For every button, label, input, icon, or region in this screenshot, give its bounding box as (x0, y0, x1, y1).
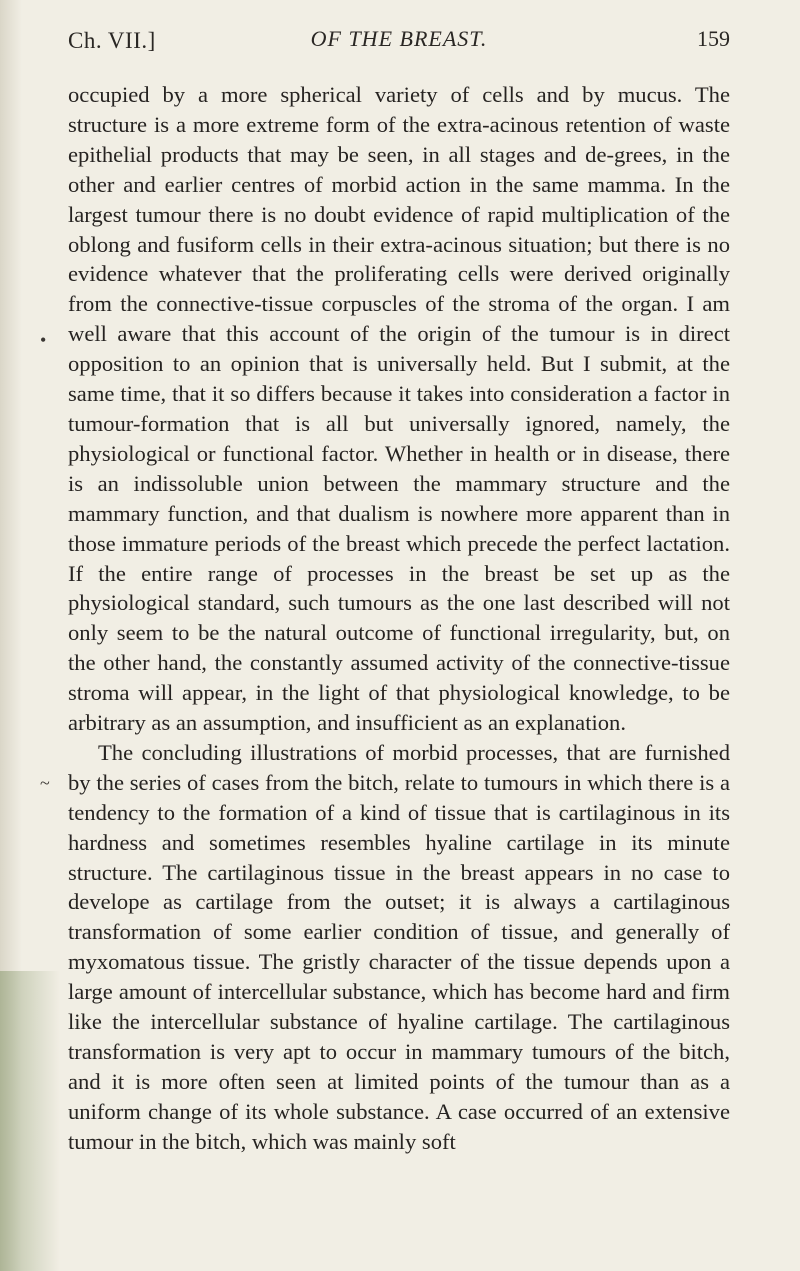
margin-tilde-mark: ~ (40, 773, 50, 793)
paragraph-cartilaginous-tumours: The concluding illustrations of morbid processes, that are furnished by the series of cases from the bitch, relate to tumours in which there is a tendency to the formation of a kind of tissue that is cartilaginous in its hardness and sometimes resembles hyaline cartilage in its minute structure. The cartilaginous tissue in the breast appears in no case to develope as cartilage from the outset; it is always a cartilaginous transformation of some earlier condition of tissue, and generally of myxomatous tissue. The gristly character of the tissue depends upon a large amount of intercellular substance, which has become hard and firm like the intercellular substance of hyaline cartilage. The cartilaginous transformation is very apt to occur in mammary tumours of the bitch, and it is more often seen at limited points of the tumour than as a uniform change of its whole substance. A case occurred of an extensive tumour in the bitch, which was mainly soft (68, 739, 730, 1154)
margin-dot-mark: • (40, 330, 47, 350)
page-number: 159 (697, 26, 730, 51)
chapter-reference: Ch. VII.] (68, 28, 156, 53)
body-text (68, 80, 730, 1157)
running-header (68, 22, 730, 56)
paragraph-continued: occupied by a more spherical variety of cells and by mucus. The structure is a more extreme form of the extra-acinous retention of waste epithelial products that may be seen, in all stages and de-grees, in the other and earlier centres of morbid action in the same mamma. In the largest tumour there is no doubt evidence of rapid multiplication of the oblong and fusiform cells in their extra-acinous situation; but there is no evidence whatever that the proliferating cells were derived originally from the connective-tissue corpuscles of the stroma of the organ. I am well aware that this account of the origin of the tumour is in direct opposition to an opinion that is universally held. But I submit, at the same time, that it so differs because it takes into consideration a factor in tumour-formation that is all but universally ignored, namely, the physiological or functional factor. Whether in health or in disease, there is an indissoluble union between the mammary structure and the mammary function, and that dualism is nowhere more apparent than in those immature periods of the breast which precede the perfect lactation. If the entire range of processes in the breast be set up as the physiological standard, such tumours as the one last described will not only seem to be the natural outcome of functional irregularity, but, on the other hand, the constantly assumed activity of the connective-tissue stroma will appear, in the light of that physiological knowledge, to be arbitrary as an assumption, and insufficient as an explanation. (68, 82, 730, 736)
running-title: OF THE BREAST. (310, 26, 488, 51)
page-edge-stain (0, 971, 60, 1271)
